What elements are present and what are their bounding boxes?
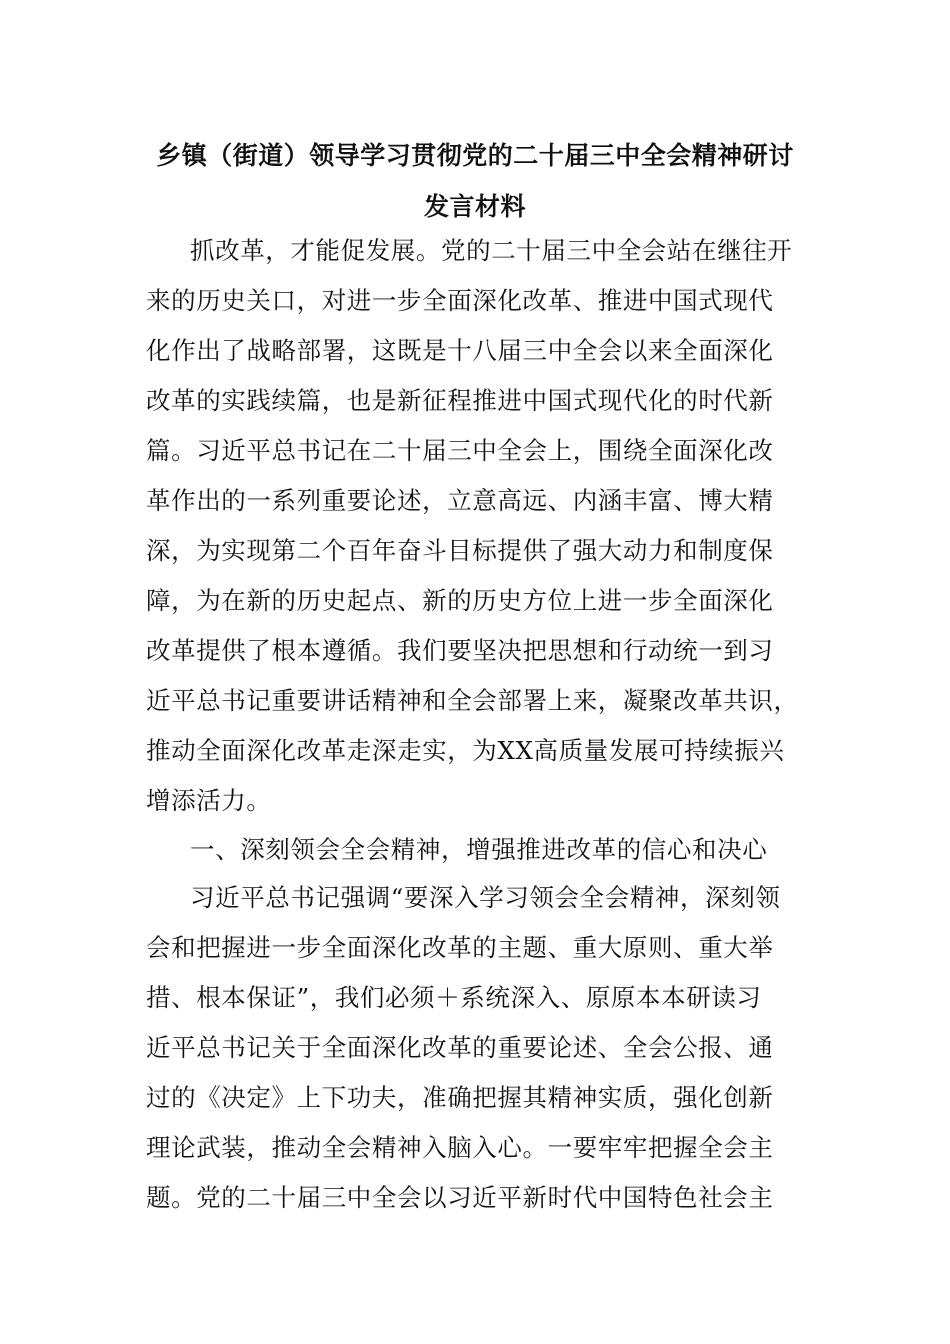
paragraph-line: 篇。习近平总书记在二十届三中全会上，围绕全面深化改 [146, 436, 774, 465]
paragraph-line: 习近平总书记强调“要深入学习领会全会精神，深刻领 [190, 883, 781, 912]
section-heading: 一、深刻领会全会精神，增强推进改革的信心和决心 [190, 835, 768, 864]
paragraph-line: 增添活力。 [146, 786, 272, 815]
paragraph-line: 革作出的一系列重要论述，立意高远、内涵丰富、博大精 [146, 486, 774, 515]
paragraph-line: 抓改革，才能促发展。党的二十届三中全会站在继往开 [190, 236, 793, 265]
document-title-line-1: 乡镇（街道）领导学习贯彻党的二十届三中全会精神研讨 [156, 141, 794, 170]
paragraph-line: 来的历史关口，对进一步全面深化改革、推进中国式现代 [146, 286, 774, 315]
paragraph-line: 深，为实现第二个百年奋斗目标提供了强大动力和制度保 [146, 536, 774, 565]
paragraph-line: 会和把握进一步全面深化改革的主题、重大原则、重大举 [146, 933, 774, 962]
paragraph-line: 推动全面深化改革走深走实，为XX高质量发展可持续振兴 [146, 736, 785, 765]
paragraph-line: 改革的实践续篇，也是新征程推进中国式现代化的时代新 [146, 386, 774, 415]
paragraph-line: 障，为在新的历史起点、新的历史方位上进一步全面深化 [146, 586, 774, 615]
paragraph-line: 近平总书记重要讲话精神和全会部署上来，凝聚改革共识， [146, 686, 799, 715]
paragraph-line: 理论武装，推动全会精神入脑入心。一要牢牢把握全会主 [146, 1133, 774, 1162]
paragraph-line: 措、根本保证”，我们必须＋系统深入、原原本本研读习 [146, 983, 762, 1012]
paragraph-line: 改革提供了根本遵循。我们要坚决把思想和行动统一到习 [146, 636, 774, 665]
paragraph-line: 化作出了战略部署，这既是十八届三中全会以来全面深化 [146, 336, 774, 365]
paragraph-line: 近平总书记关于全面深化改革的重要论述、全会公报、通 [146, 1033, 774, 1062]
document-title-line-2: 发言材料 [423, 192, 526, 221]
paragraph-line: 题。党的二十届三中全会以习近平新时代中国特色社会主 [146, 1183, 774, 1212]
paragraph-line: 过的《决定》上下功夫，准确把握其精神实质，强化创新 [146, 1083, 774, 1112]
